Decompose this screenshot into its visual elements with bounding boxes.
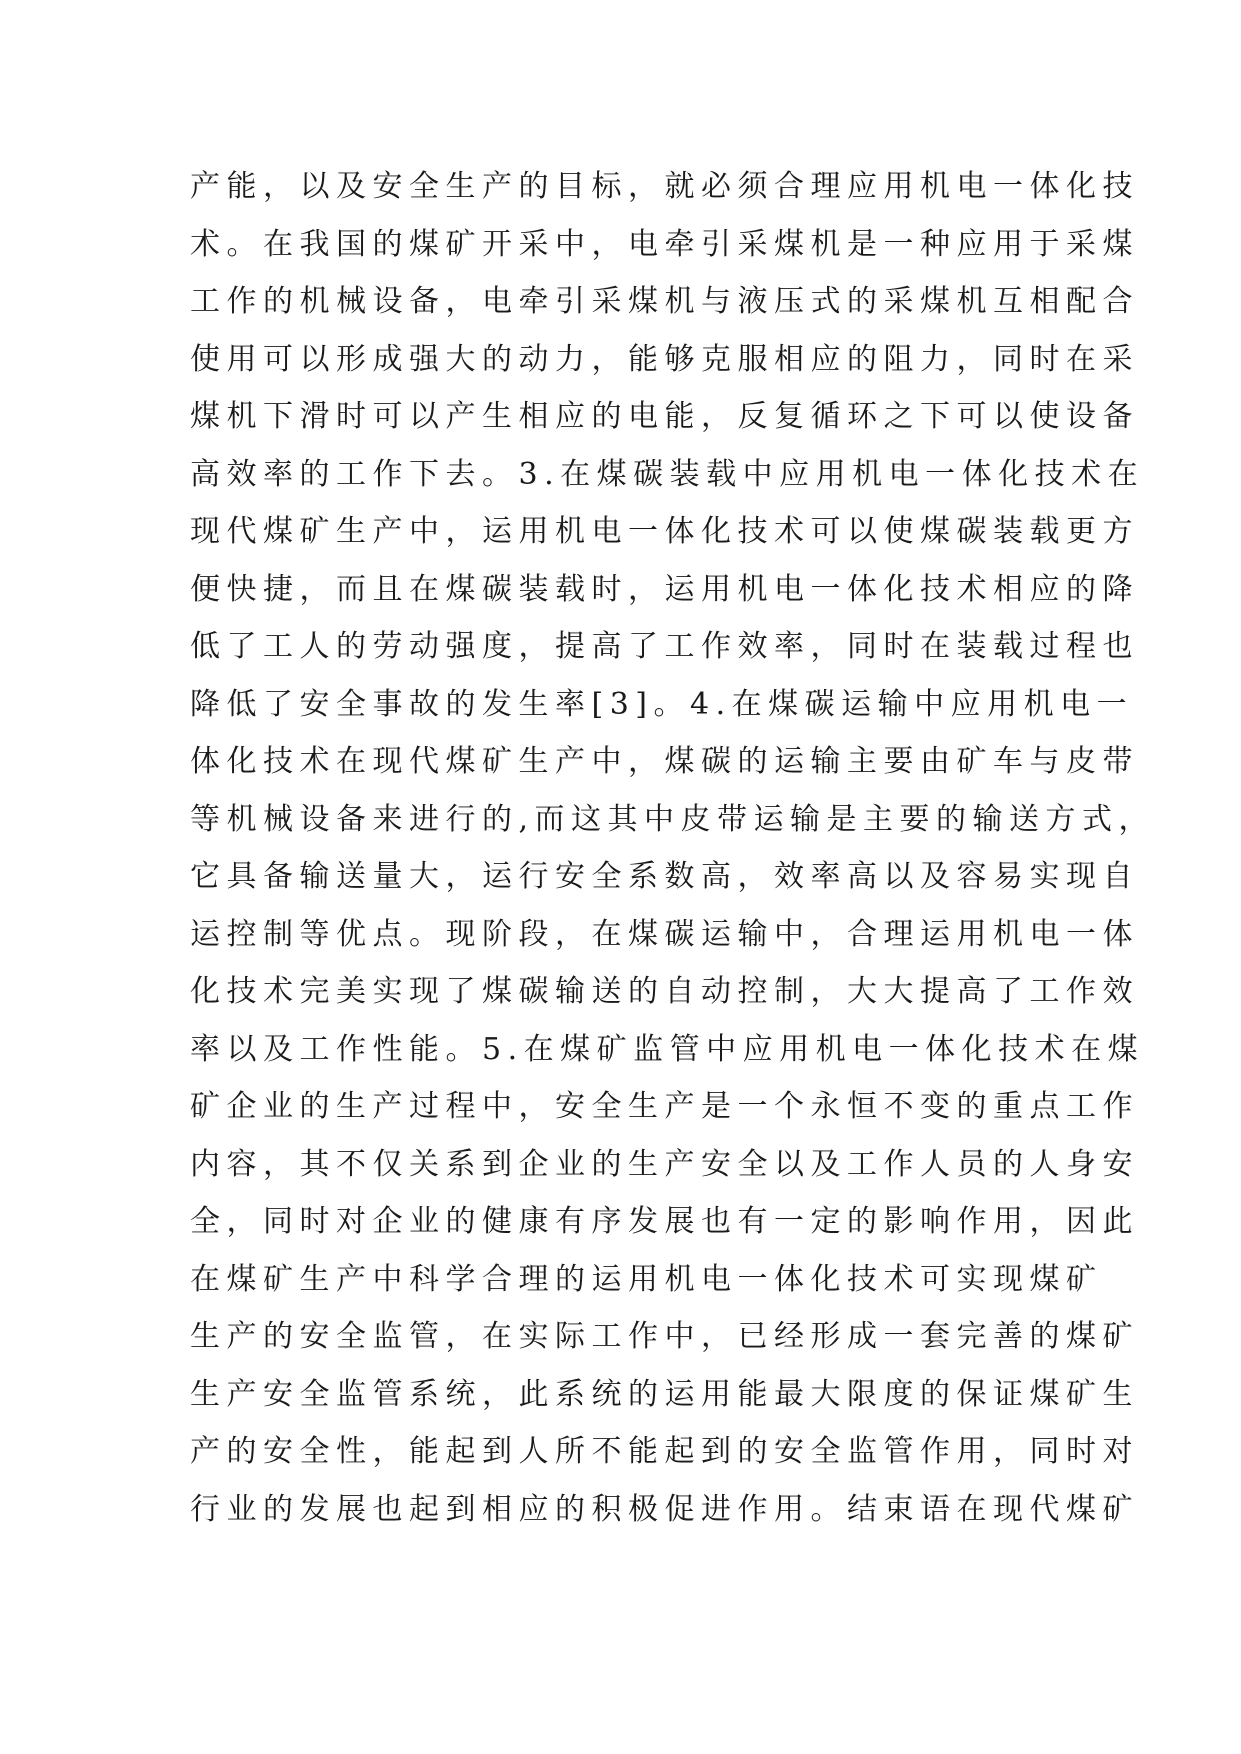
text-line: 产的安全性，能起到人所不能起到的安全监管作用，同时对	[190, 1434, 1139, 1469]
text-line: 术。在我国的煤矿开采中，电牵引采煤机是一种应用于采煤	[190, 226, 1139, 262]
text-line: 矿企业的生产过程中，安全生产是一个永恒不变的重点工作	[190, 1089, 1139, 1124]
text-line: 工作的机械设备，电牵引采煤机与液压式的采煤机互相配合	[190, 284, 1139, 319]
text-line: 生产的安全监管，在实际工作中，已经形成一套完善的煤矿	[190, 1319, 1139, 1354]
text-line: 现代煤矿生产中，运用机电一体化技术可以使煤碳装载更方	[190, 514, 1139, 549]
text-line: 降低了安全事故的发生率[3]。4.在煤碳运输中应用机电一	[190, 686, 1134, 722]
text-line: 体化技术在现代煤矿生产中，煤碳的运输主要由矿车与皮带	[190, 744, 1139, 779]
text-line: 运控制等优点。现阶段，在煤碳运输中，合理运用机电一体	[190, 916, 1139, 952]
text-line: 在煤矿生产中科学合理的运用机电一体化技术可实现煤矿	[190, 1261, 1103, 1297]
text-line: 内容，其不仅关系到企业的生产安全以及工作人员的人身安	[190, 1146, 1139, 1182]
text-line: 使用可以形成强大的动力，能够克服相应的阻力，同时在采	[190, 341, 1139, 377]
text-line: 率以及工作性能。5.在煤矿监管中应用机电一体化技术在煤	[190, 1031, 1145, 1067]
text-line: 便快捷，而且在煤碳装载时，运用机电一体化技术相应的降	[190, 571, 1139, 607]
text-line: 化技术完美实现了煤碳输送的自动控制，大大提高了工作效	[190, 974, 1139, 1009]
text-line: 产能，以及安全生产的目标，就必须合理应用机电一体化技	[190, 169, 1139, 204]
text-line: 全，同时对企业的健康有序发展也有一定的影响作用，因此	[190, 1204, 1139, 1239]
text-line: 低了工人的劳动强度，提高了工作效率，同时在装载过程也	[190, 629, 1139, 664]
body-text	[190, 158, 1156, 1538]
text-line: 煤机下滑时可以产生相应的电能，反复循环之下可以使设备	[190, 399, 1139, 434]
text-line: 它具备输送量大，运行安全系数高，效率高以及容易实现自	[190, 859, 1139, 894]
text-line: 生产安全监管系统，此系统的运用能最大限度的保证煤矿生	[190, 1376, 1139, 1412]
text-line: 行业的发展也起到相应的积极促进作用。结束语在现代煤矿	[190, 1491, 1139, 1527]
text-line: 等机械设备来进行的,而这其中皮带运输是主要的输送方式，	[190, 801, 1156, 837]
text-line: 高效率的工作下去。3.在煤碳装载中应用机电一体化技术在	[190, 456, 1145, 492]
